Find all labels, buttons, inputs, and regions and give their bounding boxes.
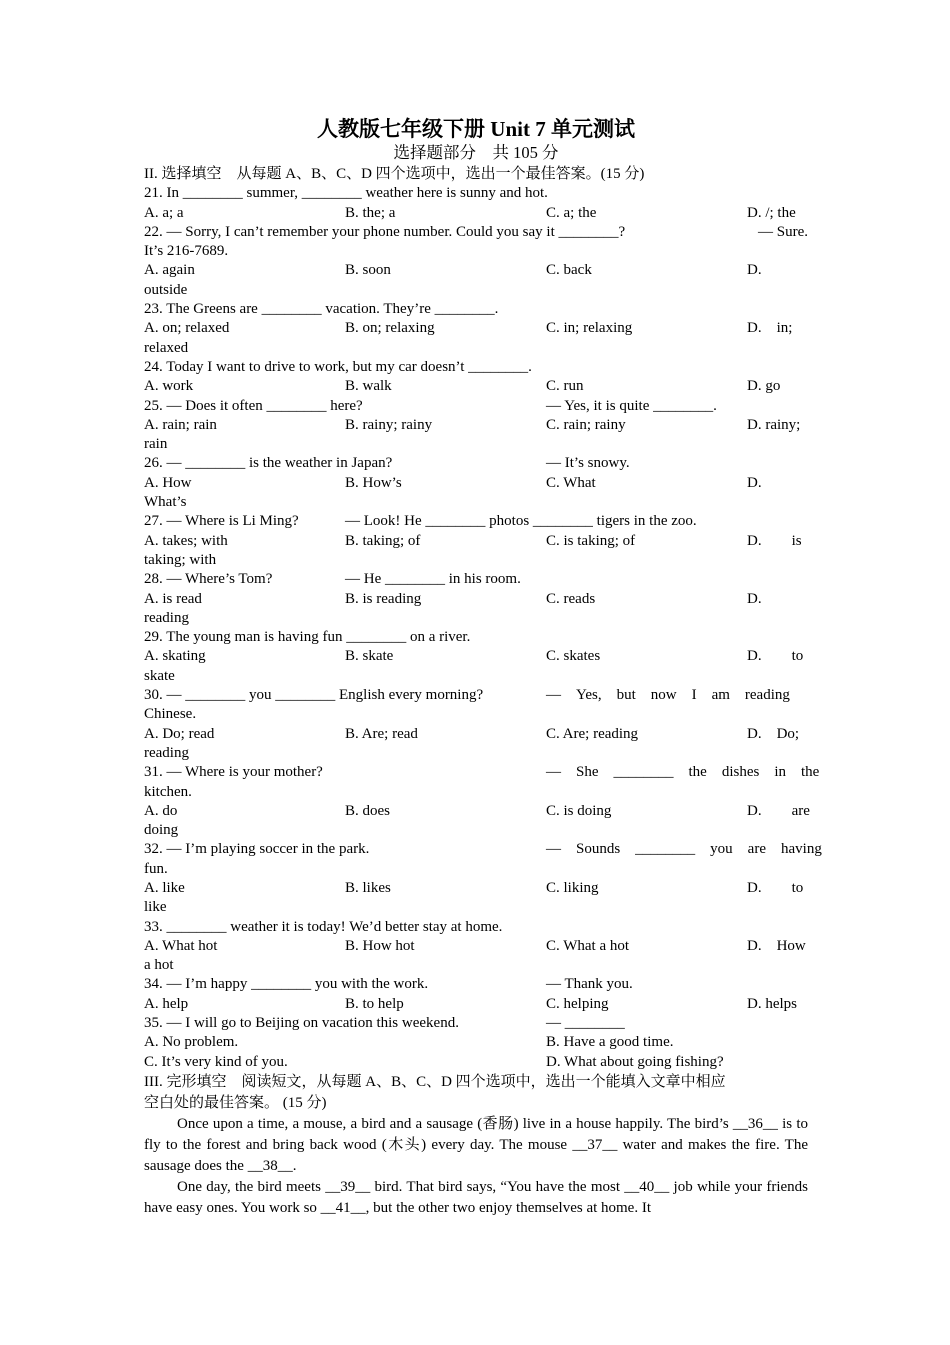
question-reply: — Look! He ________ photos ________ tigers in the zoo. <box>345 513 697 530</box>
option-d: D. to <box>747 879 804 896</box>
option-a: A. on; relaxed <box>144 320 230 337</box>
option-a: A. rain; rain <box>144 416 217 433</box>
option-b: B. taking; of <box>345 532 421 549</box>
option-c: C. What <box>546 474 596 491</box>
question-reply: — It’s snowy. <box>546 455 630 472</box>
option-d-continuation: like <box>144 899 167 916</box>
section-3-heading-line-1: III. 完形填空 阅读短文，从每题 A、B、C、D 四个选项中，选出一个能填入文章中相应 <box>144 1073 726 1090</box>
option-d-continuation: a hot <box>144 957 174 974</box>
question-27 <box>144 512 808 570</box>
option-a: A. work <box>144 378 194 395</box>
question-29 <box>144 628 808 686</box>
option-d-continuation: outside <box>144 281 188 298</box>
options-row <box>144 416 808 435</box>
question-33 <box>144 918 808 976</box>
option-b: B. soon <box>345 262 391 279</box>
question-stem: 35. — I will go to Beijing on vacation this weekend. <box>144 1015 459 1032</box>
question-reply: — ________ <box>546 1015 625 1032</box>
option-b: B. does <box>345 802 390 819</box>
option-a: A. again <box>144 262 195 279</box>
question-stem: 31. — Where is your mother? <box>144 764 323 781</box>
option-d: D. What about going fishing? <box>546 1053 724 1070</box>
question-30 <box>144 686 808 763</box>
question-stem: 26. — ________ is the weather in Japan? <box>144 455 393 472</box>
question-reply: — Yes, but now I am reading <box>546 687 790 704</box>
question-stem-line <box>144 397 808 416</box>
question-reply: — She ________ the dishes in the <box>546 764 820 781</box>
question-stem: 25. — Does it often ________ here? <box>144 397 363 414</box>
options-row <box>144 319 808 338</box>
question-stem: 24. Today I want to drive to work, but my car doesn’t ________. <box>144 358 532 375</box>
option-c: C. skates <box>546 648 601 665</box>
options-row <box>144 532 808 551</box>
option-b: B. likes <box>345 879 391 896</box>
option-b: B. How hot <box>345 937 415 954</box>
passage-paragraph-2: One day, the bird meets __39__ bird. That bird says, “You have the most __40__ job while your friends have easy ones. You work so __41__, but the other two enjoy themselves at home. It <box>144 1178 808 1216</box>
option-b: B. skate <box>345 648 394 665</box>
options-row <box>144 204 808 223</box>
question-continuation: kitchen. <box>144 783 192 800</box>
options-row <box>144 879 808 898</box>
option-d: D. to <box>747 648 804 665</box>
options-row <box>144 590 808 609</box>
question-stem-line <box>144 454 808 473</box>
option-b: B. How’s <box>345 474 402 491</box>
option-a: A. How <box>144 474 192 491</box>
option-c: C. helping <box>546 995 609 1012</box>
option-b: B. to help <box>345 995 404 1012</box>
option-c: C. liking <box>546 879 599 896</box>
option-d: D. How <box>747 937 806 954</box>
question-continuation: Chinese. <box>144 706 197 723</box>
option-c: C. It’s very kind of you. <box>144 1053 288 1070</box>
option-a: A. a; a <box>144 204 184 221</box>
option-c: C. Are; reading <box>546 725 639 742</box>
question-reply: — Sounds ________ you are having <box>546 841 822 858</box>
question-22 <box>144 223 808 300</box>
option-d: D. is <box>747 532 802 549</box>
option-d: D. are <box>747 802 810 819</box>
option-a: A. like <box>144 879 185 896</box>
question-stem: 34. — I’m happy ________ you with the work. <box>144 976 429 993</box>
question-stem: 28. — Where’s Tom? <box>144 571 273 588</box>
question-stem: 30. — ________ you ________ English every morning? <box>144 687 484 704</box>
question-stem-line <box>144 763 820 782</box>
option-a: A. help <box>144 995 189 1012</box>
option-b: B. Have a good time. <box>546 1034 674 1051</box>
question-stem-line <box>144 223 808 242</box>
options-row-2 <box>144 1053 808 1072</box>
option-d-continuation: reading <box>144 609 189 626</box>
option-a: A. is read <box>144 590 202 607</box>
option-b: B. on; relaxing <box>345 320 435 337</box>
option-a: A. skating <box>144 648 206 665</box>
question-reply: — Yes, it is quite ________. <box>546 397 717 414</box>
option-b: B. walk <box>345 378 392 395</box>
option-c: C. is taking; of <box>546 532 636 549</box>
question-31 <box>144 763 820 840</box>
options-row <box>144 261 808 280</box>
page-subtitle: 选择题部分 共 105 分 <box>393 143 559 162</box>
option-a: A. do <box>144 802 178 819</box>
question-stem: 23. The Greens are ________ vacation. They’re ________. <box>144 301 499 318</box>
option-d-continuation: What’s <box>144 494 187 511</box>
option-c: C. run <box>546 378 584 395</box>
options-row <box>144 725 808 744</box>
question-stem-line <box>144 975 808 994</box>
option-d: D. /; the <box>747 204 796 221</box>
section-3-heading <box>144 1072 808 1114</box>
option-d-continuation: reading <box>144 744 189 761</box>
question-stem: 21. In ________ summer, ________ weather here is sunny and hot. <box>144 185 548 202</box>
question-stem: 29. The young man is having fun ________ on a river. <box>144 629 471 646</box>
options-row <box>144 647 808 666</box>
options-row <box>144 377 808 396</box>
question-stem: 32. — I’m playing soccer in the park. <box>144 841 370 858</box>
question-34 <box>144 975 808 1014</box>
passage-paragraph-1: Once upon a time, a mouse, a bird and a sausage (香肠) live in a house happily. The bird’s __36__ is to fly to the forest and bring back wood (木头) every day. The mouse __37__ water and makes the fire. The sausage does the __38__. <box>144 1115 808 1174</box>
option-b: B. is reading <box>345 590 422 607</box>
option-c: C. in; relaxing <box>546 320 633 337</box>
question-stem: 33. ________ weather it is today! We’d better stay at home. <box>144 918 503 935</box>
options-row <box>144 937 808 956</box>
option-d: D. <box>747 474 762 491</box>
question-reply: — He ________ in his room. <box>345 571 521 588</box>
worksheet-page <box>144 116 822 1219</box>
question-23 <box>144 300 808 358</box>
option-d-continuation: relaxed <box>144 339 189 356</box>
question-32 <box>144 840 822 917</box>
option-c: C. reads <box>546 590 596 607</box>
question-stem: 27. — Where is Li Ming? <box>144 513 299 530</box>
option-d: D. helps <box>747 995 797 1012</box>
option-a: A. takes; with <box>144 532 228 549</box>
option-d-continuation: taking; with <box>144 551 217 568</box>
option-c: C. is doing <box>546 802 612 819</box>
option-d: D. rainy; <box>747 416 801 433</box>
question-21 <box>144 184 808 223</box>
question-35 <box>144 1014 808 1072</box>
option-c: C. What a hot <box>546 937 630 954</box>
option-c: C. rain; rainy <box>546 416 626 433</box>
section-3-heading-line-2: 空白处的最佳答案。 (15 分) <box>144 1094 327 1111</box>
option-d: D. in; <box>747 320 793 337</box>
question-24 <box>144 358 808 397</box>
option-a: A. What hot <box>144 937 218 954</box>
option-d: D. go <box>747 378 781 395</box>
options-row <box>144 474 808 493</box>
question-25 <box>144 397 808 455</box>
option-b: B. the; a <box>345 204 396 221</box>
options-row <box>144 802 808 821</box>
question-stem-line <box>144 570 808 589</box>
option-d: D. Do; <box>747 725 800 742</box>
question-continuation: It’s 216-7689. <box>144 243 229 260</box>
question-continuation: fun. <box>144 860 168 877</box>
option-d-continuation: skate <box>144 667 175 684</box>
option-c: C. a; the <box>546 204 597 221</box>
question-reply: — Sure. <box>758 223 808 240</box>
question-26 <box>144 454 808 512</box>
question-stem-line <box>144 840 822 859</box>
page-title: 人教版七年级下册 Unit 7 单元测试 <box>317 117 635 141</box>
option-b: B. Are; read <box>345 725 418 742</box>
question-28 <box>144 570 808 628</box>
option-a: A. Do; read <box>144 725 215 742</box>
question-stem-line <box>144 512 808 531</box>
option-d: D. <box>747 590 762 607</box>
question-stem-line <box>144 1014 808 1033</box>
option-b: B. rainy; rainy <box>345 416 433 433</box>
question-reply: — Thank you. <box>546 976 633 993</box>
option-c: C. back <box>546 262 592 279</box>
option-d-continuation: doing <box>144 822 179 839</box>
question-stem: 22. — Sorry, I can’t remember your phone number. Could you say it ________? <box>144 223 626 240</box>
section-2-heading: II. 选择填空 从每题 A、B、C、D 四个选项中，选出一个最佳答案。(15 分) <box>144 166 645 182</box>
option-d: D. <box>747 262 762 279</box>
option-a: A. No problem. <box>144 1034 239 1051</box>
options-row <box>144 995 808 1014</box>
options-row-1 <box>144 1033 808 1052</box>
option-d-continuation: rain <box>144 436 168 453</box>
question-stem-line <box>144 686 808 705</box>
